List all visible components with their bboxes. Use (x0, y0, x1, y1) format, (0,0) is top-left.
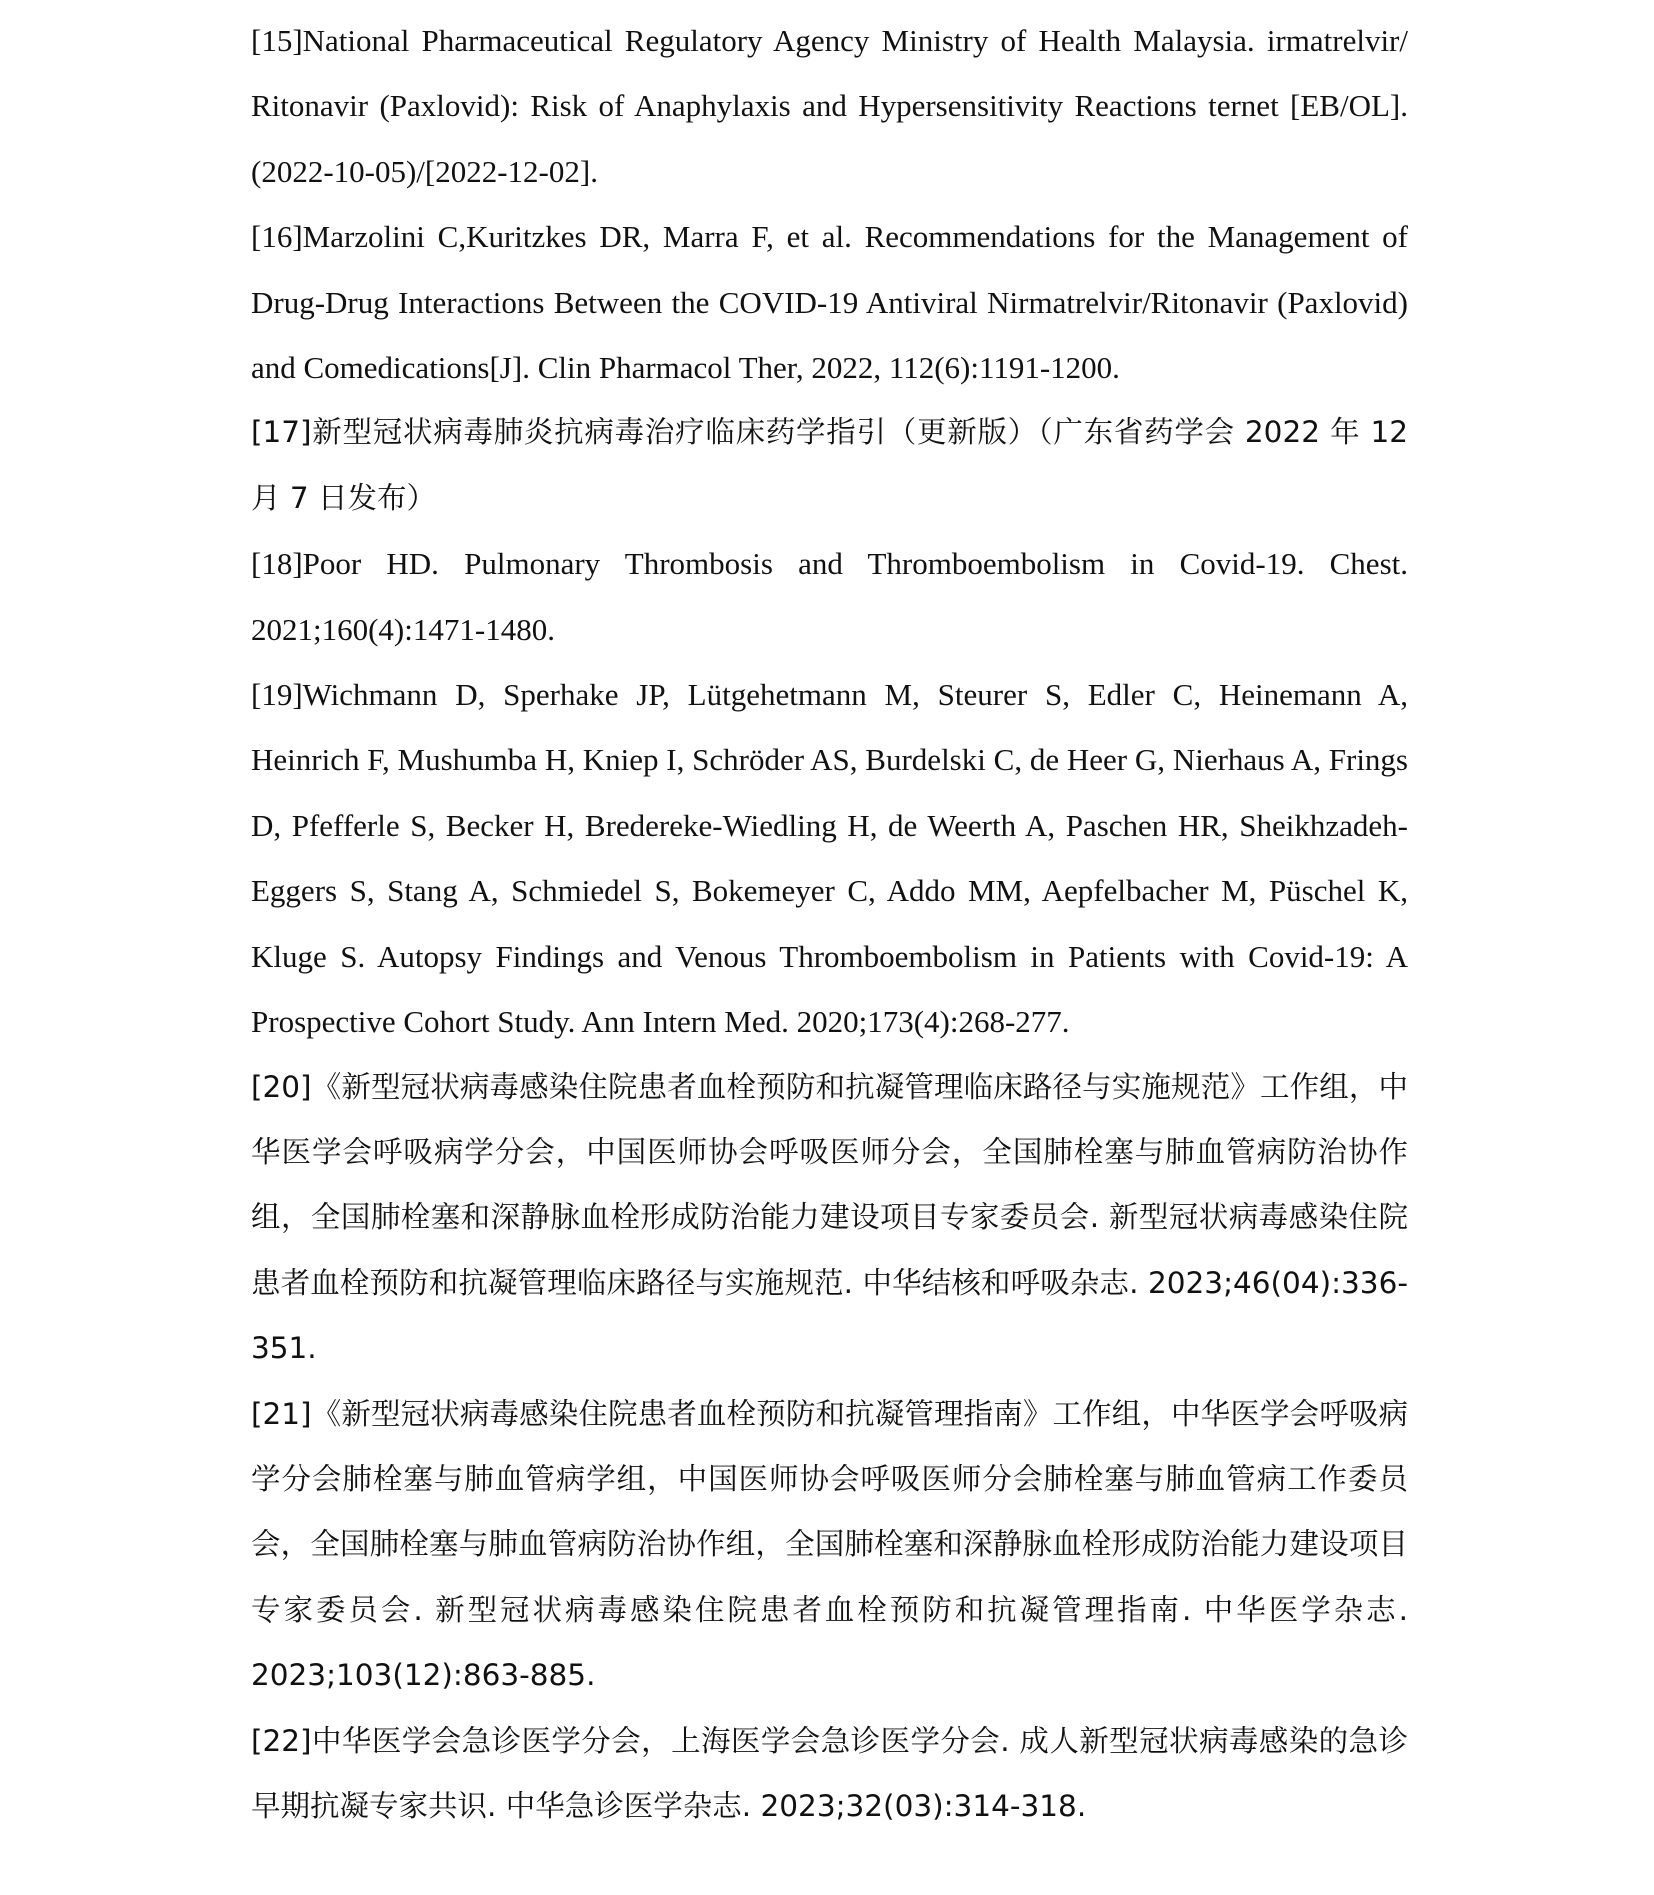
reference-19: [19]Wichmann D, Sperhake JP, Lütgehetmann M, Steurer S, Edler C, Heinemann A, Heinrich F, Mushumba H, Kniep I, Schröder AS, Burdelski C, de Heer G, Nierhaus A, Frings D, Pfefferle S, Becker H, Bredereke-Wiedling H, de Weerth A, Paschen HR, Sheikhzadeh-Eggers S, Stang A, Schmiedel S, Bokemeyer C, Addo MM, Aepfelbacher M, Püschel K, Kluge S. Autopsy Findings and Venous Thromboembolism in Patients with Covid-19: A Prospective Cohort Study. Ann Intern Med. 2020;173(4):268-277. (251, 677, 1408, 1040)
reference-list (251, 8, 1408, 1839)
reference-15: [15]National Pharmaceutical Regulatory Agency Ministry of Health Malaysia. irmatrelvir/ Ritonavir (Paxlovid): Risk of Anaphylaxis and Hypersensitivity Reactions ternet [EB/OL]. (2022-10-05)/[2022-12-02]. (251, 23, 1408, 189)
reference-22: [22]中华医学会急诊医学分会，上海医学会急诊医学分会. 成人新型冠状病毒感染的急诊早期抗凝专家共识. 中华急诊医学杂志. 2023;32(03):314-318. (251, 1723, 1408, 1823)
reference-20: [20]《新型冠状病毒感染住院患者血栓预防和抗凝管理临床路径与实施规范》工作组，中华医学会呼吸病学分会，中国医师协会呼吸医师分会，全国肺栓塞与肺血管病防治协作组，全国肺栓塞和深静脉血栓形成防治能力建设项目专家委员会. 新型冠状病毒感染住院患者血栓预防和抗凝管理临床路径与实施规范. 中华结核和呼吸杂志. 2023;46(04):336-351. (251, 1069, 1408, 1366)
reference-17: [17]新型冠状病毒肺炎抗病毒治疗临床药学指引（更新版）（广东省药学会 2022 年 12 月 7 日发布） (251, 415, 1408, 515)
reference-16: [16]Marzolini C,Kuritzkes DR, Marra F, et al. Recommendations for the Management of Drug-Drug Interactions Between the COVID-19 Antiviral Nirmatrelvir/Ritonavir (Paxlovid) and Comedications[J]. Clin Pharmacol Ther, 2022, 112(6):1191-1200. (251, 219, 1408, 386)
reference-21: [21]《新型冠状病毒感染住院患者血栓预防和抗凝管理指南》工作组，中华医学会呼吸病学分会肺栓塞与肺血管病学组，中国医师协会呼吸医师分会肺栓塞与肺血管病工作委员会，全国肺栓塞与肺血管病防治协作组，全国肺栓塞和深静脉血栓形成防治能力建设项目专家委员会. 新型冠状病毒感染住院患者血栓预防和抗凝管理指南. 中华医学杂志. 2023;103(12):863-885. (251, 1396, 1408, 1693)
reference-18: [18]Poor HD. Pulmonary Thrombosis and Thromboembolism in Covid-19. Chest. 2021;160(4):1471-1480. (251, 546, 1408, 647)
